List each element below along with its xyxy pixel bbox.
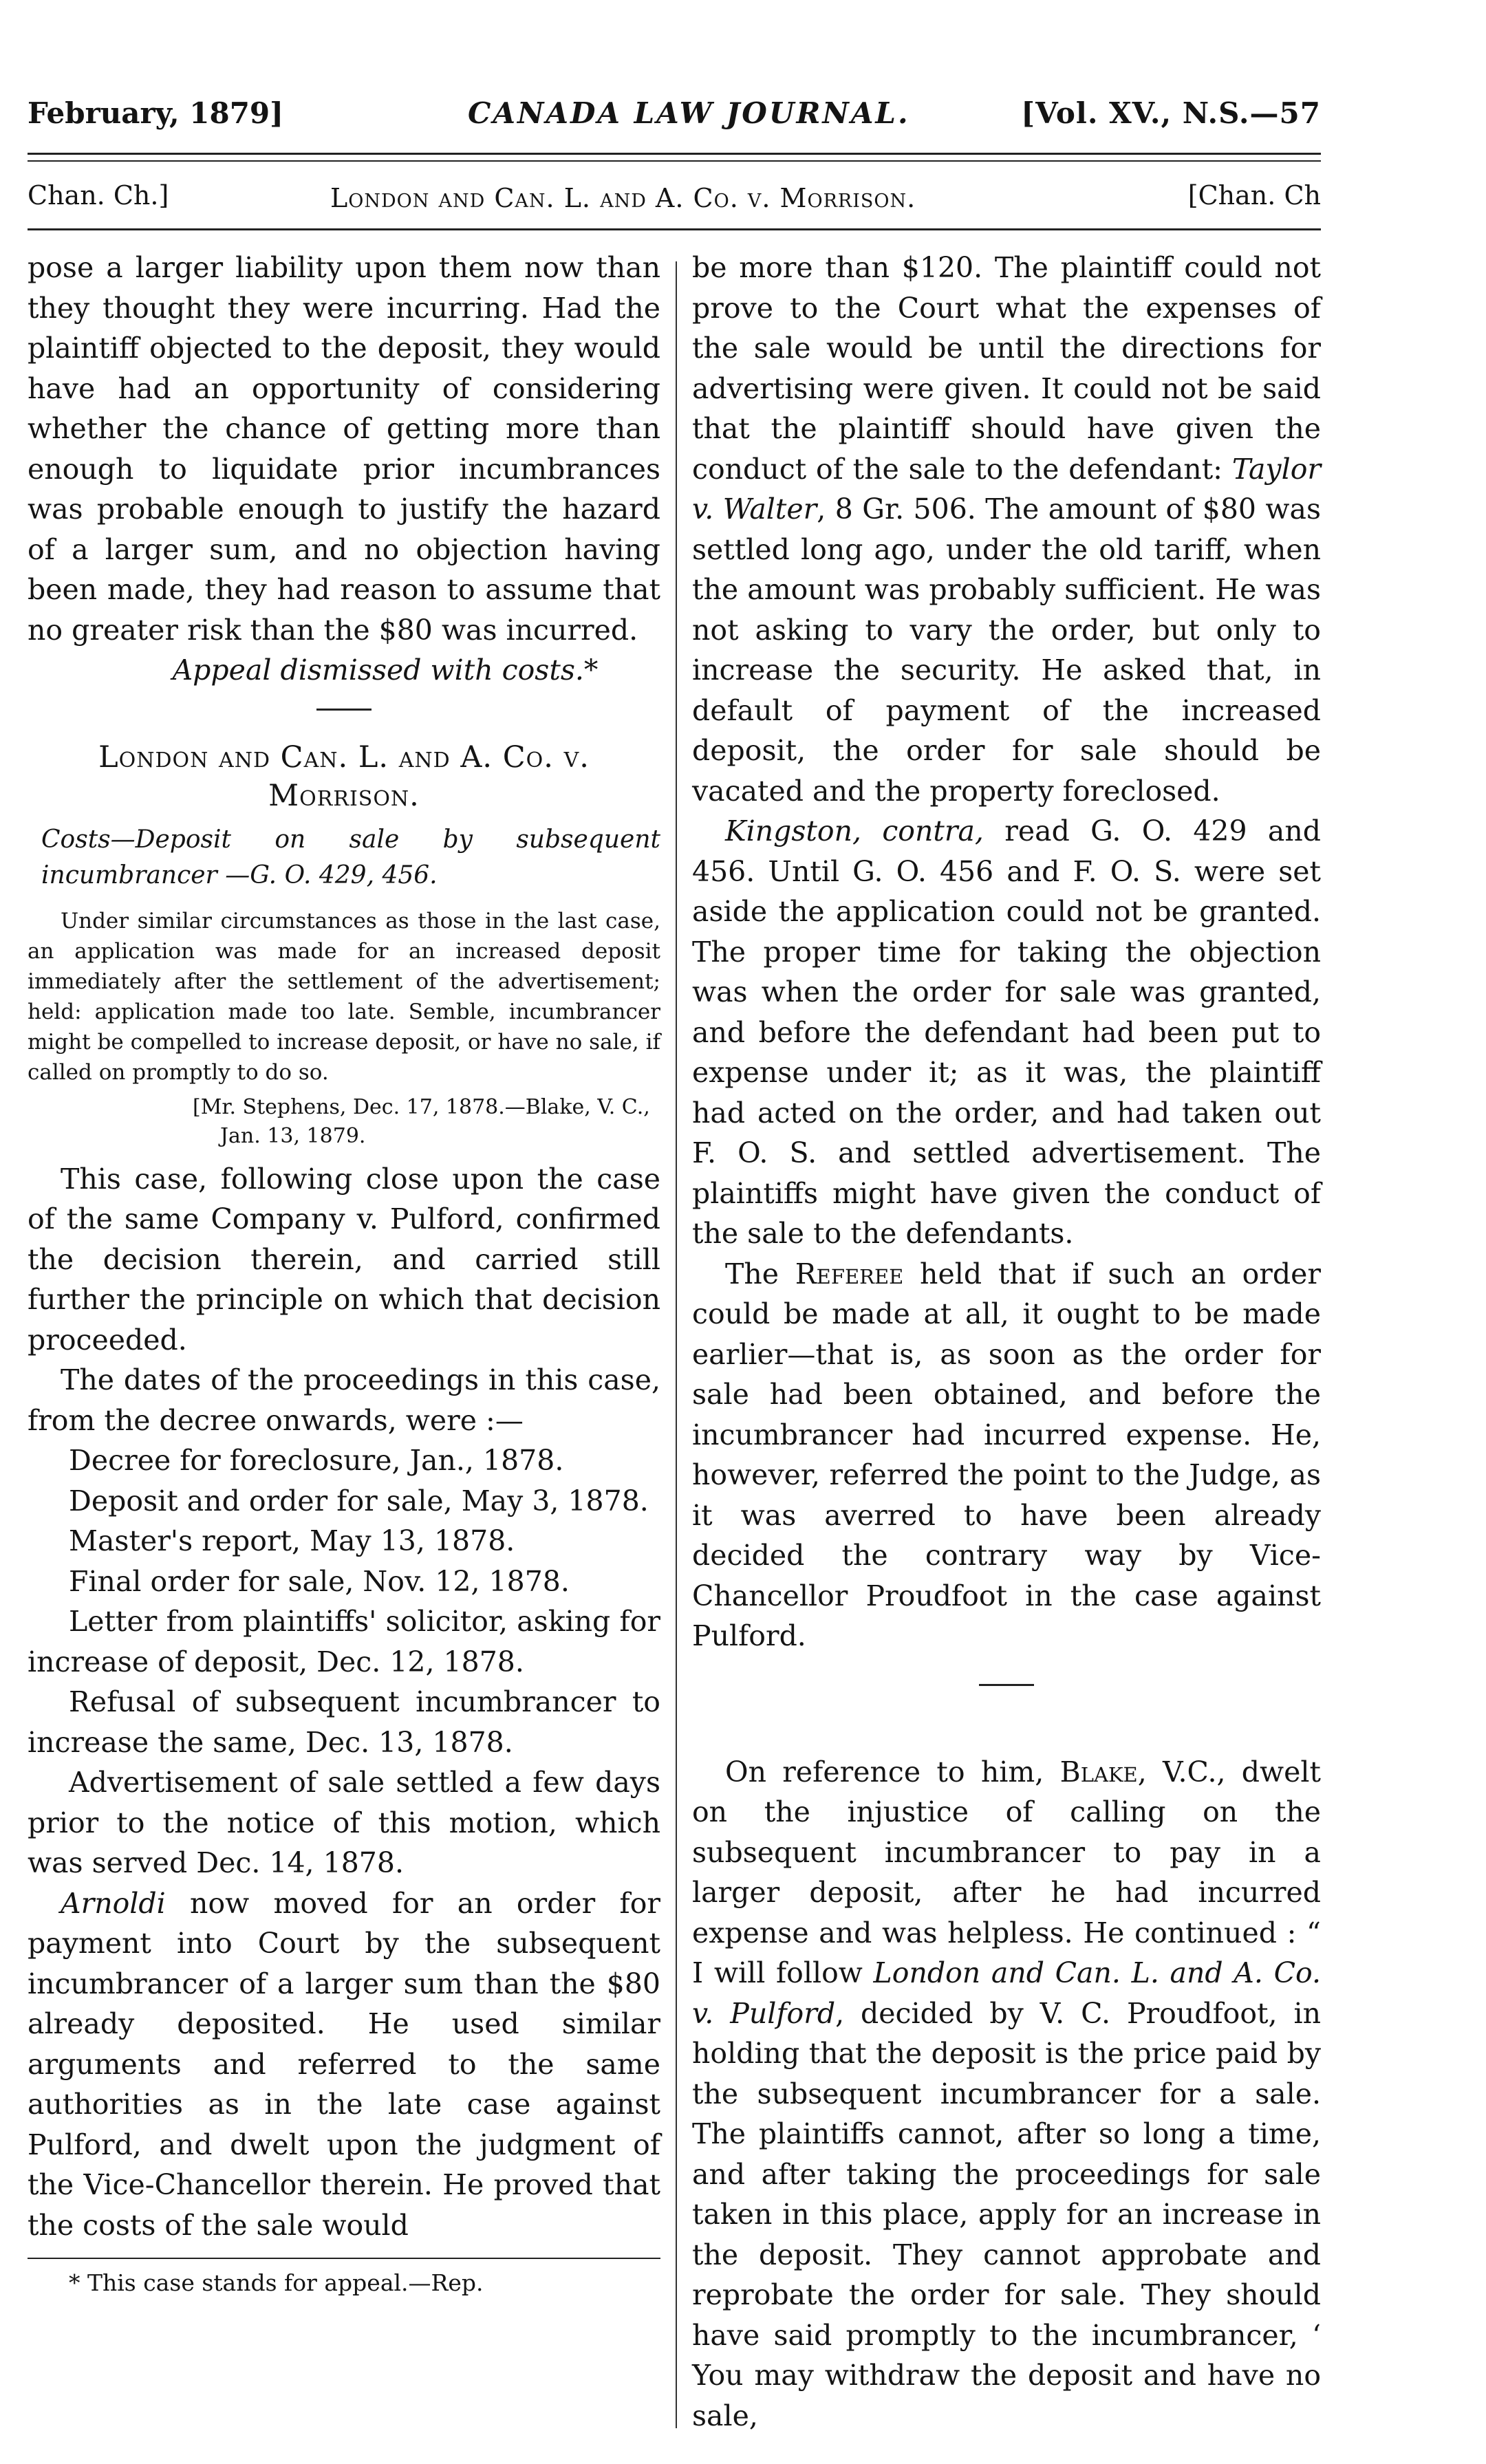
referee-text: held that if such an order could be made at all, it ought to be made earlier—that is, as soon as the order for sale had been obtained, and before the incumbrancer had incurred expense. He, however, referred the point to the Judge, as it was averred to have been already decided the contrary way by Vice-Chancellor Proudfoot in the case against Pulford.	[692, 1257, 1321, 1652]
journal-title: CANADA LAW JOURNAL.	[468, 96, 910, 130]
case-header	[28, 180, 1321, 221]
date-item: Refusal of subsequent incumbrancer to increase the same, Dec. 13, 1878.	[28, 1685, 660, 1759]
date-item: Advertisement of sale settled a few days prior to the notice of this motion, which was served Dec. 14, 1878.	[28, 1766, 660, 1879]
left-column	[28, 248, 660, 2299]
judge-name: Blake	[1059, 1755, 1138, 1788]
catchwords: Costs—Deposit on sale by subsequent incumbrancer —G. O. 429, 456.	[41, 825, 660, 889]
paragraph-motion	[28, 1883, 660, 2246]
paragraph-dates-intro: The dates of the proceedings in this case, from the decree onwards, were :—	[28, 1363, 660, 1437]
section-rule	[316, 709, 372, 711]
case-cite: Taylor v. Walter	[692, 452, 1321, 526]
paragraph-judgment	[692, 1752, 1321, 2436]
case-title-line-1: London and Can. L. and A. Co. v.	[98, 739, 590, 775]
date-item: Deposit and order for sale, May 3, 1878.	[69, 1484, 649, 1517]
paragraph-contra	[692, 811, 1321, 1254]
judgment-text-2: , decided by V. C. Proudfoot, in holding that the deposit is the price paid by the subsequent incumbrancer for a sale. The plaintiffs cannot, after so long a time, and after taking the proceedings for sale taken in this place, apply for an increase in the deposit. They cannot approbate and reprobate the order for sale. They should have said promptly to the incumbrancer, ‘ You may withdraw the deposit and have no sale,	[692, 1996, 1321, 2432]
headnote: Under similar circumstances as those in the last case, an application was made for an increased deposit immediately after the settlement of the advertisement; held: application made too late. Semble, incumbrancer might be compelled to increase deposit, or have no sale, if called on promptly to do so.	[28, 908, 660, 1085]
citation-line-1: [Mr. Stephens, Dec. 17, 1878.—Blake, V. C.,	[193, 1094, 650, 1119]
paragraph-referee	[692, 1254, 1321, 1656]
referee-lead: The	[725, 1257, 795, 1290]
dates-list	[28, 1440, 660, 1883]
subheader-rule	[28, 228, 1321, 230]
issue-date: February, 1879]	[28, 96, 284, 130]
paragraph-argument	[692, 248, 1321, 811]
argument-text-1: be more than $120. The plaintiff could not prove to the Court what the expenses of the sale would be until the directions for advertising were given. It could not be said that the plaintiff should have given the conduct of the sale to the defendant:	[692, 251, 1321, 486]
case-running-title: London and Can. L. and A. Co. v. Morrison.	[330, 183, 916, 213]
date-item: Letter from plaintiffs' solicitor, asking for increase of deposit, Dec. 12, 1878.	[28, 1605, 660, 1678]
footnote-rule	[28, 2258, 660, 2259]
date-item: Final order for sale, Nov. 12, 1878.	[69, 1564, 570, 1598]
citation	[28, 1093, 660, 1151]
court-right: [Chan. Ch	[1187, 180, 1321, 210]
right-column	[692, 248, 1321, 2436]
case-title	[28, 738, 660, 815]
spacer	[692, 1686, 1321, 1752]
contra-text: read G. O. 429 and 456. Until G. O. 456 and F. O. S. were set aside the application could not be granted. The proper time for taking the objection was when the order for sale was granted, and before the defendant had been put to expense under it; as it was, the plaintiff had acted on the order, and had taken out F. O. S. and settled advertisement. The plaintiffs might have given the conduct of the sale to the defendants.	[692, 814, 1321, 1250]
disposition: Appeal dismissed with costs.*	[172, 653, 599, 687]
court-left: Chan. Ch.]	[28, 180, 169, 210]
date-item: Master's report, May 13, 1878.	[69, 1524, 515, 1557]
argument-text-2: , 8 Gr. 506. The amount of $80 was settled long ago, under the old tariff, when the amount was probably sufficient. He was not asking to vary the order, but only to increase the security. He asked that, in default of payment of the increased deposit, the order for sale should be vacated and the property foreclosed.	[692, 493, 1321, 808]
paragraph-continued: pose a larger liability upon them now than they thought they were incurring. Had the plaintiff objected to the deposit, they would have had an opportunity of considering whether the chance of getting more than enough to liquidate prior incumbrances was probable enough to justify the hazard of a larger sum, and no objection having been made, they had reason to assume that no greater risk than the $80 was incurred.	[28, 251, 660, 647]
header-double-rule	[28, 153, 1321, 162]
date-item: Decree for foreclosure, Jan., 1878.	[69, 1444, 564, 1477]
citation-line-2: Jan. 13, 1879.	[220, 1123, 366, 1148]
volume-page: [Vol. XV., N.S.—57	[1021, 96, 1321, 130]
referee-name: Referee	[795, 1257, 904, 1290]
judgment-case-cite: London and Can. L. and A. Co. v. Pulford	[692, 1956, 1322, 2030]
footnote: * This case stands for appeal.—Rep.	[69, 2269, 484, 2296]
paragraph-intro: This case, following close upon the case of the same Company v. Pulford, confirmed the decision therein, and carried still further the principle on which that decision proceeded.	[28, 1162, 660, 1357]
motion-text: now moved for an order for payment into Court by the subsequent incumbrancer of a larger sum than the $80 already deposited. He used similar arguments and referred to the same authorities as in the late case against Pulford, and dwelt upon the judgment of the Vice-Chancellor therein. He proved that the costs of the sale would	[28, 1886, 660, 2242]
running-header	[28, 96, 1321, 144]
case-title-line-2: Morrison.	[268, 778, 420, 813]
judgment-lead: On reference to him,	[725, 1755, 1060, 1788]
counsel-contra: Kingston, contra,	[725, 814, 984, 847]
judgment-text-1: , V.C., dwelt on the injustice of calling on the subsequent incumbrancer to pay in a larger deposit, after he had incurred expense and was helpless. He continued : “ I will follow	[692, 1755, 1321, 1989]
counsel-name: Arnoldi	[61, 1886, 166, 1920]
column-divider	[676, 261, 677, 2428]
